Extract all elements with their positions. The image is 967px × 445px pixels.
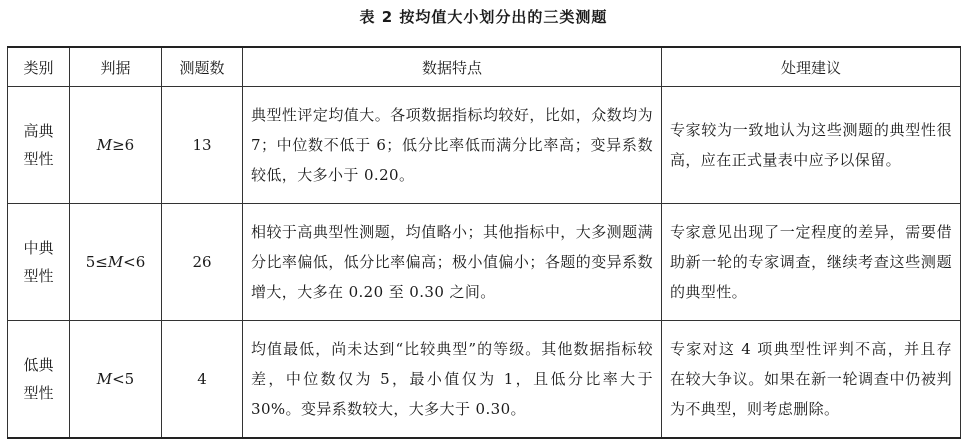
category-table: [7, 46, 961, 439]
category-line: 低典: [23, 355, 54, 374]
basis-variable: M: [96, 369, 113, 388]
category-line: 型性: [23, 150, 54, 168]
basis-rest: <5: [112, 369, 135, 388]
header-basis: 判据: [70, 47, 162, 87]
basis-variable: M: [107, 253, 124, 271]
basis-prefix: 5≤: [85, 253, 108, 271]
category-line: 型性: [23, 383, 54, 402]
count-cell: 26: [162, 204, 243, 321]
category-cell: [8, 87, 70, 204]
basis-cell: [70, 321, 162, 438]
basis-rest: ≥6: [112, 136, 135, 154]
count-cell: 4: [162, 321, 243, 438]
table-row: [8, 321, 961, 438]
basis-rest: <6: [123, 253, 146, 271]
basis-variable: M: [96, 136, 113, 154]
header-features: 数据特点: [243, 47, 662, 87]
table-row: [8, 204, 961, 321]
category-line: 高典: [23, 122, 54, 140]
features-cell: 均值最低，尚未达到“比较典型”的等级。其他数据指标较差，中位数仅为 5，最小值仅为 1，且低分比率大于 30%。变异系数较大，大多大于 0.30。: [243, 321, 662, 438]
header-row: [8, 47, 961, 87]
features-cell: 相较于高典型性测题，均值略小；其他指标中，大多测题满分比率偏低，低分比率偏高；极小值偏小；各题的变异系数增大，大多在 0.20 至 0.30 之间。: [243, 204, 662, 321]
table-row: [8, 87, 961, 204]
basis-cell: [70, 204, 162, 321]
table-caption: 表 2 按均值大小划分出的三类测题: [359, 8, 608, 26]
header-count: 测题数: [162, 47, 243, 87]
category-cell: [8, 204, 70, 321]
category-cell: [8, 321, 70, 438]
suggestion-cell: 专家较为一致地认为这些测题的典型性很高，应在正式量表中应予以保留。: [662, 87, 961, 204]
header-suggestion: 处理建议: [662, 47, 961, 87]
basis-cell: [70, 87, 162, 204]
suggestion-cell: 专家对这 4 项典型性评判不高，并且存在较大争议。如果在新一轮调查中仍被判为不典型，则考虑删除。: [662, 321, 961, 438]
category-line: 型性: [23, 267, 54, 285]
header-category: 类别: [8, 47, 70, 87]
suggestion-cell: 专家意见出现了一定程度的差异，需要借助新一轮的专家调查，继续考查这些测题的典型性。: [662, 204, 961, 321]
count-cell: 13: [162, 87, 243, 204]
category-line: 中典: [23, 239, 54, 257]
features-cell: 典型性评定均值大。各项数据指标均较好，比如，众数均为 7；中位数不低于 6；低分比率低而满分比率高；变异系数较低，大多小于 0.20。: [243, 87, 662, 204]
